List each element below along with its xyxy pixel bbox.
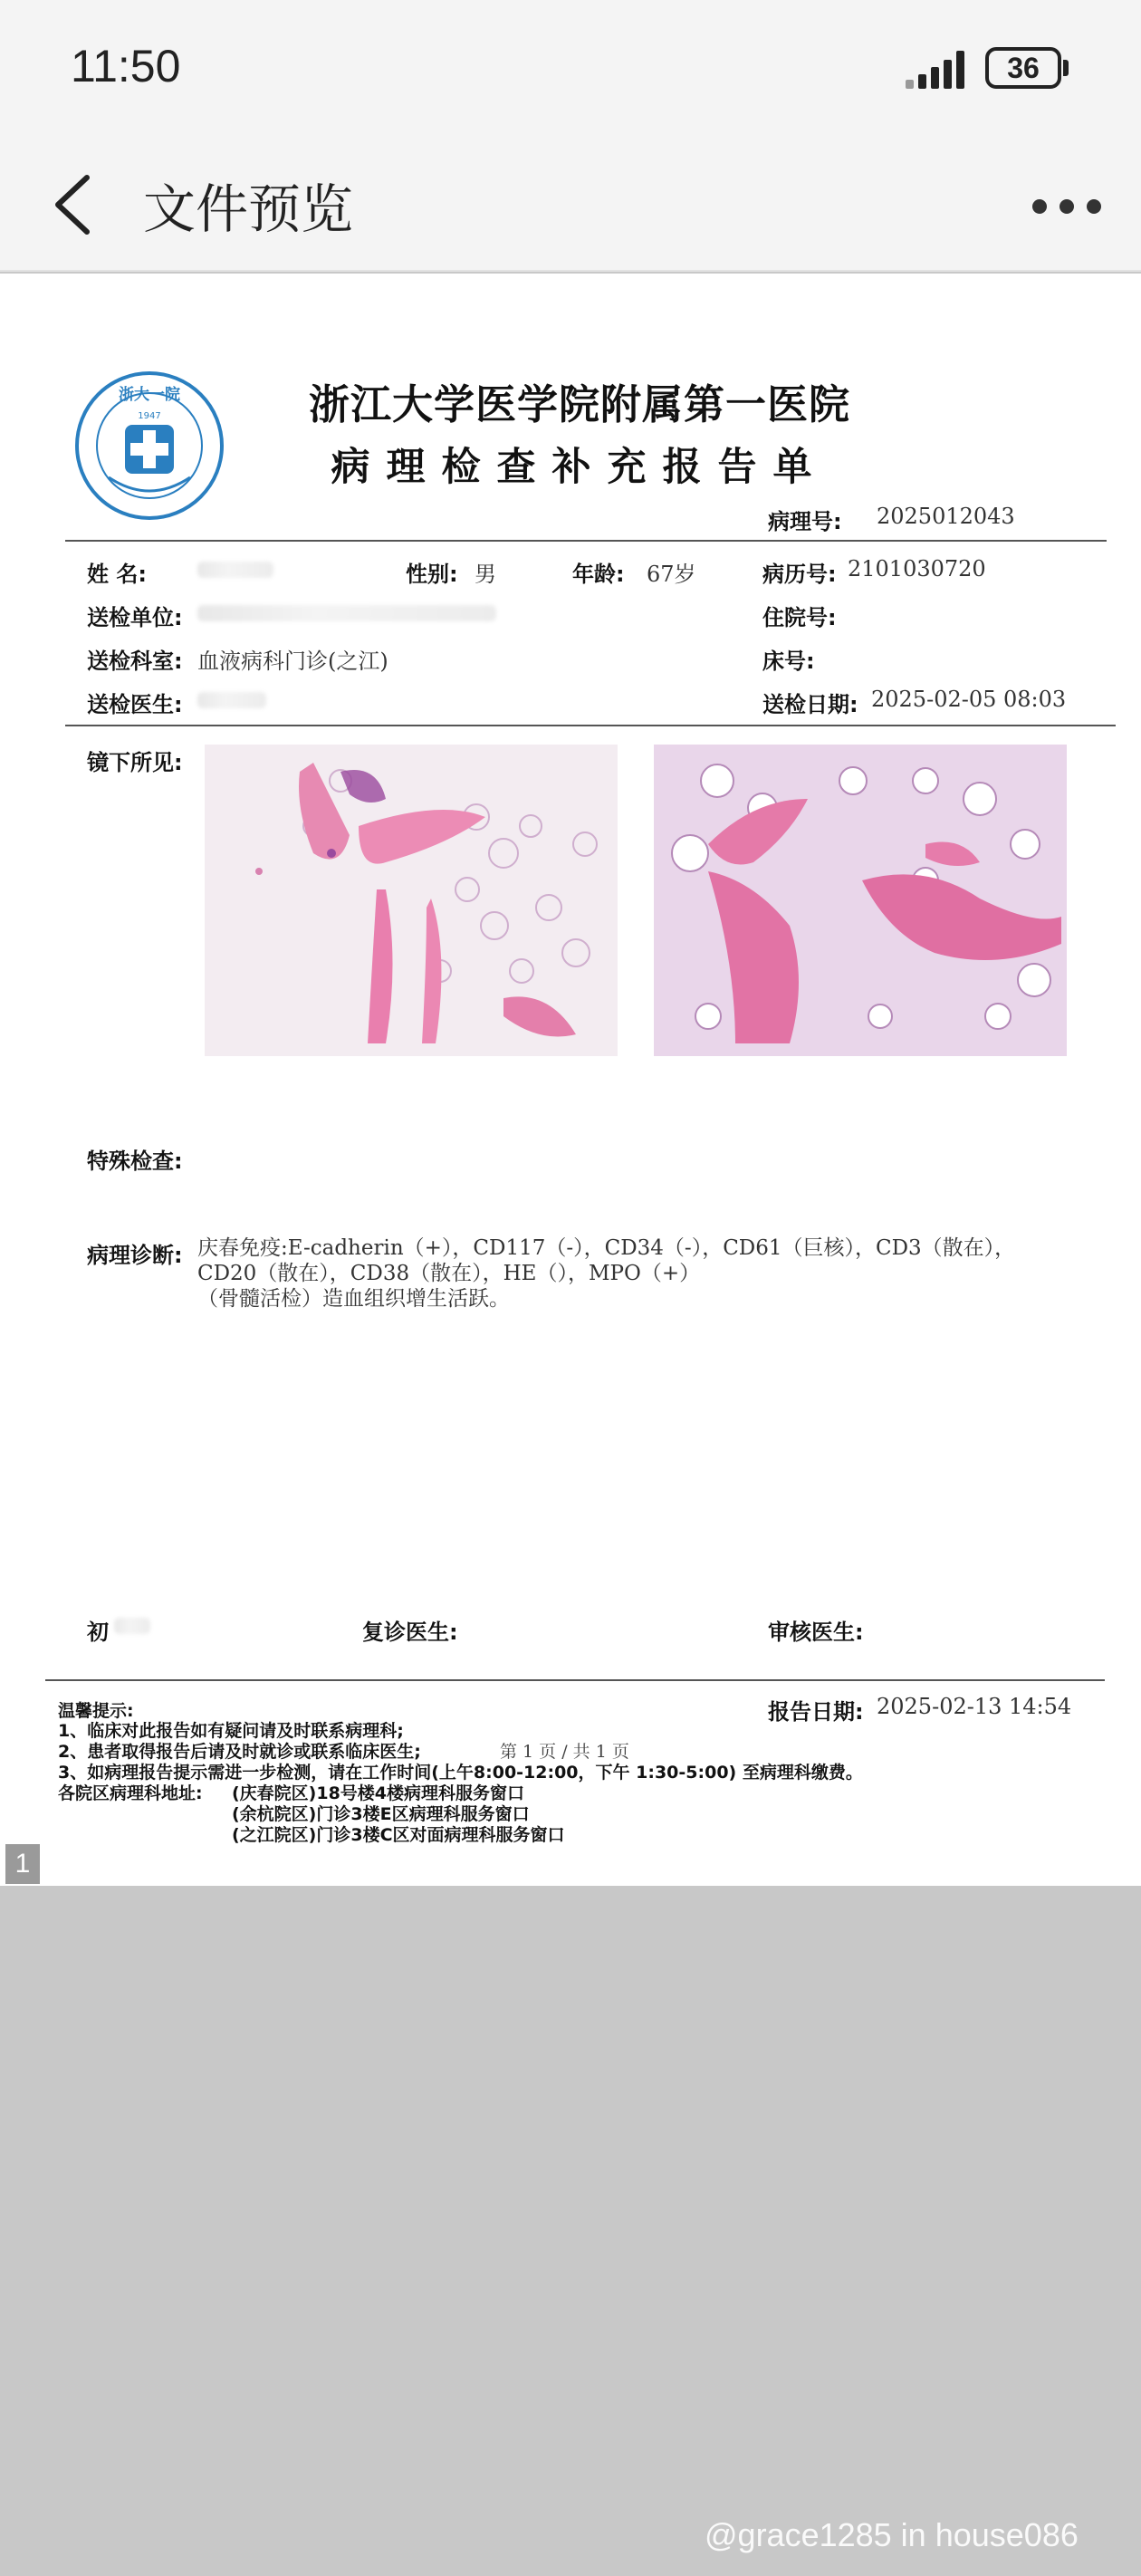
svg-text:1947: 1947 (138, 411, 161, 421)
diagnosis-label: 病理诊断: (87, 1243, 183, 1268)
audit-doctor-label: 审核医生: (768, 1620, 864, 1645)
more-options-button[interactable] (1032, 188, 1105, 225)
diagnosis-text (197, 1235, 1103, 1312)
tip-line: 3、如病理报告提示需进一步检测，请在工作时间(上午8:00-12:00，下午 1:30-5:00) 至病理科缴费。 (58, 1763, 863, 1783)
doctor-label: 送检医生: (87, 692, 183, 717)
tips-label: 温馨提示: (58, 1701, 134, 1721)
status-time: 11:50 (71, 41, 181, 91)
footer-rule (45, 1679, 1105, 1681)
record-no: 2101030720 (848, 556, 986, 582)
document-page[interactable] (0, 274, 1141, 1886)
address-line: (余杭院区)门诊3楼E区病理科服务窗口 (232, 1804, 530, 1824)
signal-icon (906, 49, 974, 89)
page-number-badge: 1 (5, 1844, 40, 1884)
navbar (0, 136, 1141, 272)
review-doctor-label: 复诊医生: (362, 1620, 458, 1645)
dept-value: 血液病科门诊(之江) (197, 649, 388, 674)
report-title: 病理检查补充报告单 (331, 445, 829, 490)
address-label: 各院区病理科地址: (58, 1783, 203, 1803)
send-date: 2025-02-05 08:03 (871, 687, 1067, 712)
battery-icon: 36 (985, 47, 1061, 89)
header-rule (65, 540, 1107, 542)
pathology-no: 2025012043 (877, 504, 1015, 529)
watermark: @grace1285 in house086 (705, 2516, 1079, 2553)
svg-text:浙大一院: 浙大一院 (119, 386, 180, 404)
diagnosis-line: CD20（散在），CD38（散在），HE（），MPO（+） (197, 1262, 701, 1285)
microscope-label: 镜下所见: (87, 750, 183, 775)
info-rule (65, 725, 1116, 726)
name-label: 姓 名: (87, 562, 147, 587)
micrograph-low-power (205, 745, 618, 1056)
gender-label: 性别: (406, 562, 458, 587)
pathology-no-label: 病理号: (768, 509, 842, 534)
page-info: 第 1 页 / 共 1 页 (500, 1742, 629, 1762)
redacted-doctor (197, 692, 266, 708)
status-bar (0, 0, 1141, 136)
micrograph-high-power (654, 745, 1067, 1056)
address-line: (庆春院区)18号楼4楼病理科服务窗口 (232, 1783, 525, 1803)
bed-label: 床号: (762, 649, 815, 674)
back-button[interactable] (45, 168, 100, 241)
redacted-unit (197, 605, 496, 621)
pathology-report (0, 274, 1141, 1886)
unit-label: 送检单位: (87, 605, 183, 630)
special-exam-label: 特殊检查: (87, 1149, 183, 1174)
hospital-name: 浙江大学医学院附属第一医院 (308, 380, 850, 428)
address-line: (之江院区)门诊3楼C区对面病理科服务窗口 (232, 1825, 565, 1845)
send-date-label: 送检日期: (762, 692, 858, 717)
chevron-left-icon (45, 168, 100, 241)
age-label: 年龄: (572, 562, 625, 587)
page-title: 文件预览 (143, 178, 354, 240)
age-value: 67岁 (647, 562, 696, 587)
report-date-label: 报告日期: (768, 1699, 864, 1725)
inpatient-label: 住院号: (762, 605, 837, 630)
battery-tip (1063, 60, 1069, 76)
diagnosis-line: （骨髓活检）造血组织增生活跃。 (197, 1287, 510, 1311)
tip-line: 1、临床对此报告如有疑问请及时联系病理科; (58, 1721, 404, 1741)
redacted-initial-doctor (114, 1618, 150, 1634)
tip-line: 2、患者取得报告后请及时就诊或联系临床医生; (58, 1742, 421, 1762)
diagnosis-line: 庆春免疫:E-cadherin（+），CD117（-），CD34（-），CD61（巨核），CD3（散在）， (197, 1236, 1016, 1260)
hospital-logo (72, 369, 226, 523)
initial-doctor-label: 初 (87, 1620, 109, 1645)
redacted-name (197, 562, 273, 578)
dept-label: 送检科室: (87, 649, 183, 674)
report-date: 2025-02-13 14:54 (877, 1694, 1072, 1719)
gender-value: 男 (475, 562, 496, 587)
record-no-label: 病历号: (762, 562, 837, 587)
